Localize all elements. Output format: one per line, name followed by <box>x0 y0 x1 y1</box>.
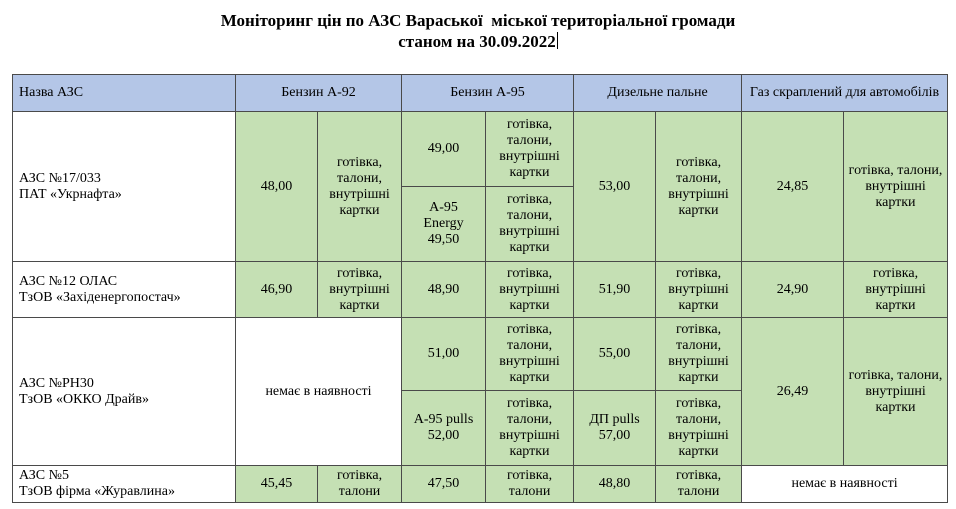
a95-pulls-value: 52,00 <box>427 428 460 443</box>
diesel-price: 48,80 <box>574 466 656 503</box>
gas-payment: готівка, внутрішні картки <box>844 262 948 318</box>
document-title <box>0 10 956 52</box>
a92-price: 45,45 <box>236 466 318 503</box>
diesel-price: 55,00 <box>574 318 656 391</box>
a95-energy-label: А-95 <box>429 200 458 215</box>
header-a92: Бензин А-92 <box>236 75 402 112</box>
station-name <box>13 112 236 262</box>
text-cursor <box>557 32 558 49</box>
station-company: ТзОВ «Західенергопостач» <box>19 289 181 305</box>
a95-payment: готівка, талони, внутрішні картки <box>486 112 574 187</box>
station-number: АЗС №17/033 <box>19 170 101 186</box>
dp-pulls-label: ДП pulls <box>589 412 640 427</box>
fuel-price-table <box>12 74 948 503</box>
diesel-payment: готівка, внутрішні картки <box>656 262 742 318</box>
a95-energy-payment: готівка, талони, внутрішні картки <box>486 187 574 262</box>
dp-pulls-value: 57,00 <box>598 428 631 443</box>
a95-price: 51,00 <box>402 318 486 391</box>
a95-price: 47,50 <box>402 466 486 503</box>
table-row <box>13 112 948 187</box>
a95-energy-label-2: Energy <box>423 216 464 231</box>
station-number: АЗС №12 ОЛАС <box>19 273 118 289</box>
a92-price: 46,90 <box>236 262 318 318</box>
a92-payment: готівка, талони <box>318 466 402 503</box>
a92-not-available: немає в наявності <box>236 318 402 466</box>
title-line-1: Моніторинг цін по АЗС Вараської міської територіальної громади <box>220 11 736 30</box>
gas-price: 24,85 <box>742 112 844 262</box>
header-a95: Бензин А-95 <box>402 75 574 112</box>
gas-payment: готівка, талони, внутрішні картки <box>844 112 948 262</box>
station-number: АЗС №РН30 <box>19 375 94 391</box>
gas-price: 24,90 <box>742 262 844 318</box>
table-row <box>13 466 948 503</box>
diesel-payment: готівка, талони, внутрішні картки <box>656 318 742 391</box>
dp-pulls-price <box>574 391 656 466</box>
a95-payment: готівка, талони <box>486 466 574 503</box>
a95-pulls-payment: готівка, талони, внутрішні картки <box>486 391 574 466</box>
a92-payment: готівка, внутрішні картки <box>318 262 402 318</box>
station-company: ТзОВ фірма «Журавлина» <box>19 484 175 499</box>
station-number: АЗС №5 <box>19 468 69 483</box>
a95-energy-value: 49,50 <box>427 232 460 247</box>
station-name <box>13 318 236 466</box>
diesel-payment: готівка, талони <box>656 466 742 503</box>
title-date: станом на 30.09.2022 <box>398 32 556 51</box>
header-row <box>13 75 948 112</box>
diesel-price: 51,90 <box>574 262 656 318</box>
a95-pulls-label: А-95 pulls <box>413 412 474 427</box>
a95-payment: готівка, внутрішні картки <box>486 262 574 318</box>
a95-payment: готівка, талони, внутрішні картки <box>486 318 574 391</box>
gas-price: 26,49 <box>742 318 844 466</box>
header-gas: Газ скраплений для автомобілів <box>742 75 948 112</box>
diesel-payment: готівка, талони, внутрішні картки <box>656 112 742 262</box>
station-name <box>13 262 236 318</box>
header-diesel: Дизельне пальне <box>574 75 742 112</box>
header-name: Назва АЗС <box>13 75 236 112</box>
a95-price: 48,90 <box>402 262 486 318</box>
a92-price: 48,00 <box>236 112 318 262</box>
station-company: ТзОВ «ОККО Драйв» <box>19 391 149 407</box>
table-row <box>13 318 948 391</box>
a95-energy-price <box>402 187 486 262</box>
gas-payment: готівка, талони, внутрішні картки <box>844 318 948 466</box>
dp-pulls-payment: готівка, талони, внутрішні картки <box>656 391 742 466</box>
table-row <box>13 262 948 318</box>
diesel-price: 53,00 <box>574 112 656 262</box>
station-company: ПАТ «Укрнафта» <box>19 186 122 202</box>
gas-not-available: немає в наявності <box>742 466 948 503</box>
station-name <box>13 466 236 503</box>
title-line-2 <box>0 31 956 52</box>
a92-payment: готівка, талони, внутрішні картки <box>318 112 402 262</box>
a95-pulls-price <box>402 391 486 466</box>
a95-price: 49,00 <box>402 112 486 187</box>
